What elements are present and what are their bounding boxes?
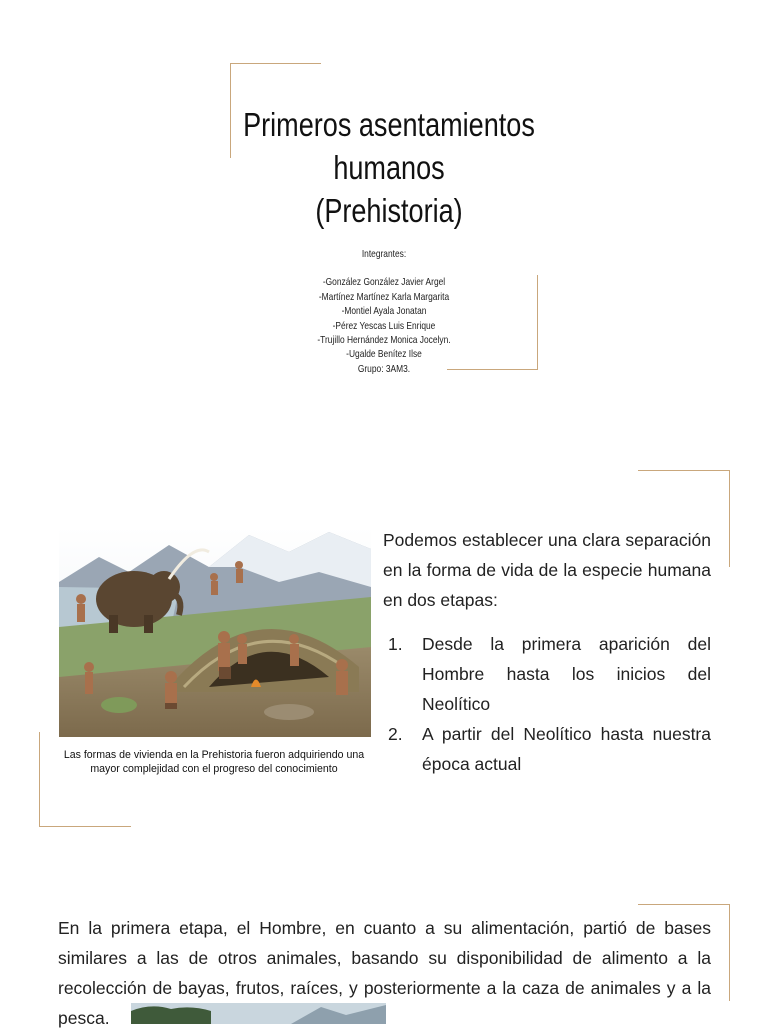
list-item xyxy=(388,719,711,779)
section1-bracket-bottom-left xyxy=(39,732,131,827)
list-number: 1. xyxy=(388,634,403,654)
list-text: A partir del Neolítico hasta nuestra época actual xyxy=(422,724,711,774)
members-heading: Integrantes: xyxy=(361,248,407,260)
title-line-3: (Prehistoria) xyxy=(315,192,463,229)
group-label: Grupo: 3AM3. xyxy=(357,362,411,375)
title-line-1: Primeros asentamientos xyxy=(243,106,535,143)
intro-paragraph: Podemos establecer una clara separación en la forma de vida de la especie humana en dos etapas: xyxy=(383,530,711,610)
image-caption: Las formas de vivienda en la Prehistoria fueron adquiriendo una mayor complejidad con el progreso del conocimiento xyxy=(63,749,365,775)
member-name: -Martínez Martínez Karla Margarita xyxy=(318,290,450,303)
member-name: -Pérez Yescas Luis Enrique xyxy=(332,319,436,332)
second-illustration-top-edge xyxy=(131,1003,386,1024)
title-line-2: humanos xyxy=(333,149,445,186)
stages-list xyxy=(388,629,711,779)
member-name: -Trujillo Hernández Monica Jocelyn. xyxy=(317,334,451,347)
list-number: 2. xyxy=(388,724,403,744)
member-name: -González González Javier Argel xyxy=(322,276,446,289)
list-text: Desde la primera aparición del Hombre hasta los inicios del Neolítico xyxy=(422,634,711,714)
member-name: -Montiel Ayala Jonatan xyxy=(341,305,427,318)
list-item xyxy=(388,629,711,719)
prehistoric-settlement-illustration xyxy=(59,527,371,737)
first-stage-paragraph: En la primera etapa, el Hombre, en cuanto a su alimentación, partió de bases similares a las de otros animales, basando su disponibilidad de alimento a la recolección de bayas, frutos, raíces, y posteriormente a la caza de animales y a la pesca. xyxy=(58,918,711,1028)
members-block xyxy=(0,247,768,376)
member-name: -Ugalde Benítez Ilse xyxy=(346,348,422,361)
page-title xyxy=(0,103,768,232)
